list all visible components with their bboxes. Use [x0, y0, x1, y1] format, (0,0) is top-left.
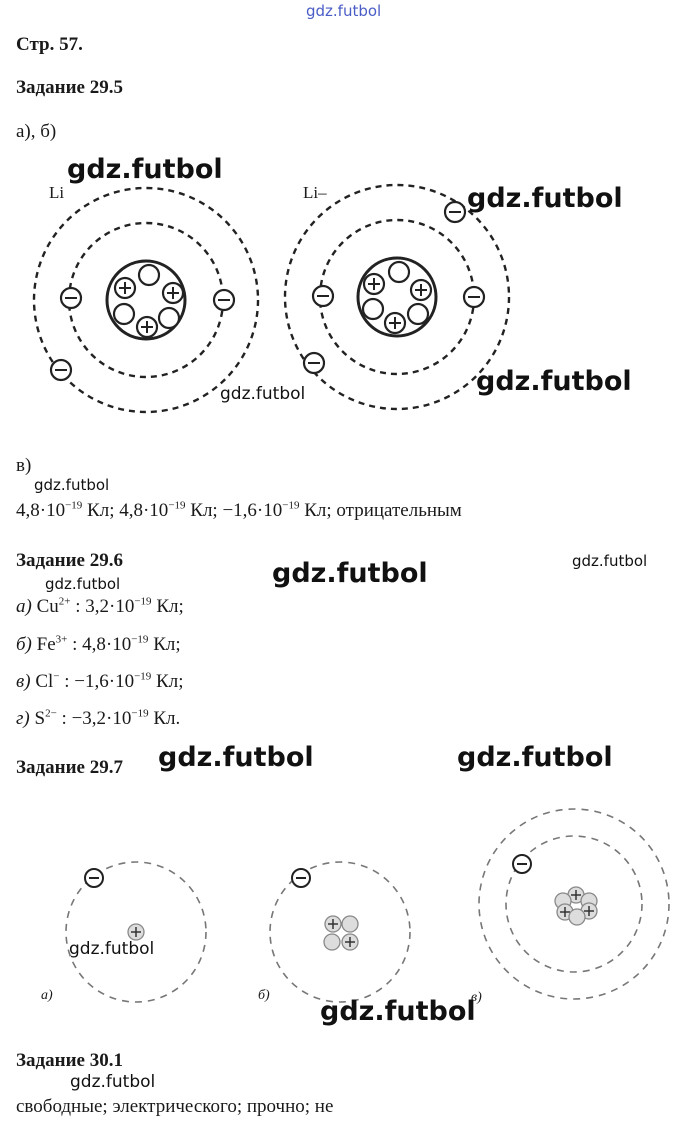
neutron	[342, 916, 358, 932]
neutron	[139, 265, 159, 285]
electron	[513, 855, 531, 873]
atom-hydrogen	[66, 862, 206, 1002]
inner-orbit	[69, 223, 223, 377]
ion-row: б) $Fe^{3+}$ : $4,8\cdot 10^{-19}$ Кл;	[16, 633, 181, 655]
task-title: Задание 30.1	[16, 1050, 123, 1071]
proton	[325, 916, 341, 932]
electron	[214, 290, 234, 310]
neutron	[363, 299, 383, 319]
watermark: gdz.futbol	[320, 996, 476, 1027]
neutron	[569, 909, 585, 925]
task-title: Задание 29.6	[16, 550, 123, 571]
watermark: gdz.futbol	[67, 154, 223, 185]
diagram-label: в)	[471, 990, 482, 1005]
proton	[364, 274, 384, 294]
watermark: gdz.futbol	[45, 575, 121, 593]
electron	[445, 202, 465, 222]
watermark: gdz.futbol	[34, 476, 110, 494]
electron	[85, 869, 103, 887]
inner-orbit	[320, 220, 474, 374]
ion-row: г) $S^{2-}$ : $-3,2\cdot 10^{-19}$ Кл.	[16, 707, 181, 729]
page-number: Стр. 57.	[16, 34, 83, 55]
electron	[61, 288, 81, 308]
watermark: gdz.futbol	[272, 558, 428, 589]
electron	[464, 287, 484, 307]
ion-row: а) $Cu^{2+}$ : $3,2\cdot 10^{-19}$ Кл;	[16, 595, 184, 617]
part-label-ab: а), б)	[16, 121, 57, 142]
watermark-top[interactable]: gdz.futbol	[306, 2, 382, 20]
proton	[411, 280, 431, 300]
part-label-v: в)	[16, 455, 32, 476]
proton	[342, 934, 358, 950]
electron	[313, 286, 333, 306]
electron	[292, 869, 310, 887]
neutron	[114, 304, 134, 324]
neutron	[324, 934, 340, 950]
atom-b	[270, 862, 410, 1002]
watermark: gdz.futbol	[457, 742, 613, 773]
proton	[115, 278, 135, 298]
neutron	[159, 308, 179, 328]
atom-helium	[479, 809, 669, 999]
proton	[163, 283, 183, 303]
atom-label: Li–	[303, 183, 327, 202]
atom-label: Li	[49, 183, 65, 202]
proton	[385, 313, 405, 333]
watermark: gdz.futbol	[572, 552, 648, 570]
electron	[51, 360, 71, 380]
outer-orbit	[479, 809, 669, 999]
diagram-label: б)	[258, 988, 270, 1003]
task-title: Задание 29.5	[16, 77, 123, 98]
diagram-label: а)	[41, 988, 53, 1003]
watermark: gdz.futbol	[220, 384, 306, 404]
answer-29-5: $4,8\cdot 10^{-19}$ Кл; $4,8\cdot 10^{-19}$ Кл; $-1,6\cdot 10^{-19}$ Кл; отрицательным	[16, 499, 462, 521]
electron	[304, 353, 324, 373]
watermark: gdz.futbol	[70, 1072, 156, 1092]
watermark: gdz.futbol	[467, 183, 623, 214]
proton	[137, 317, 157, 337]
watermark: gdz.futbol	[69, 939, 155, 959]
task-title: Задание 29.7	[16, 757, 123, 778]
neutron	[389, 262, 409, 282]
proton	[128, 924, 144, 940]
watermark: gdz.futbol	[158, 742, 314, 773]
atom-li	[34, 188, 258, 412]
answer-30-1: свободные; электрического; прочно; не	[16, 1096, 334, 1117]
neutron	[408, 304, 428, 324]
ion-row: в) Cl− : $-1,6\cdot 10^{-19}$ Кл;	[16, 670, 184, 692]
orbit	[270, 862, 410, 1002]
watermark: gdz.futbol	[476, 366, 632, 397]
